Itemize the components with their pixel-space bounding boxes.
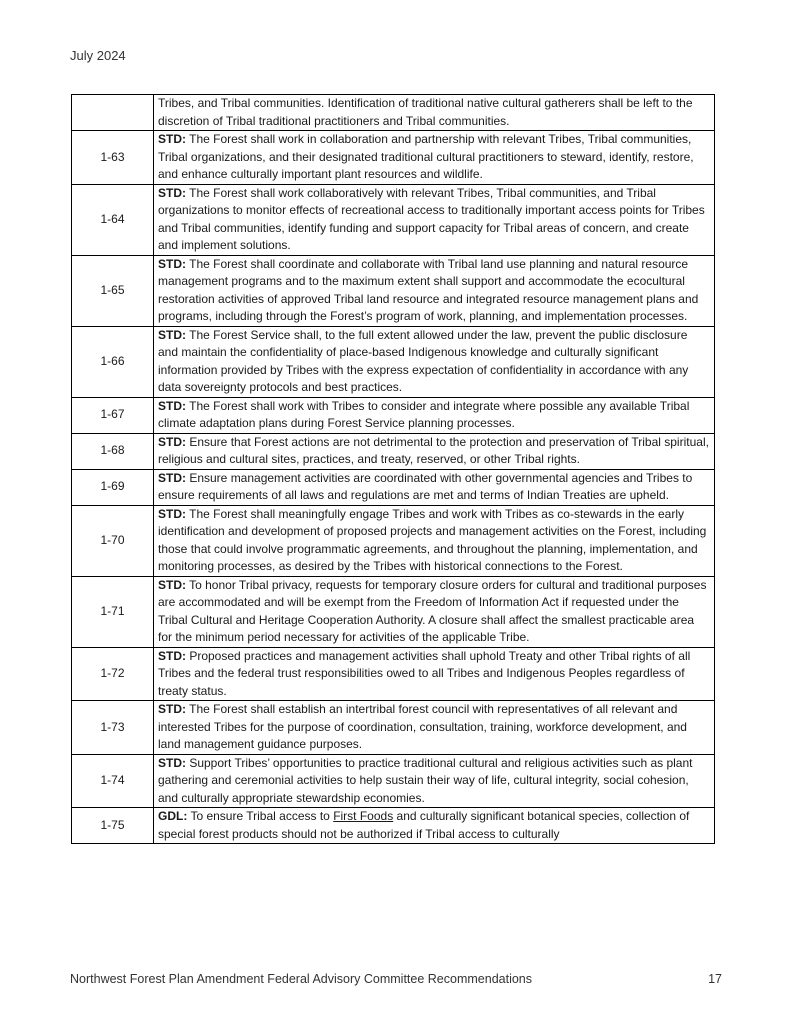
row-text: The Forest shall meaningfully engage Tribes and work with Tribes as co-stewards in the early identification and development of proposed projects and management activities on the Forest, including those that could involve programmatic agreements, and throughout the planning, implementation, and monitoring processes, as desired by the Tribes with historical connections to the Forest.	[158, 506, 707, 573]
row-text: Ensure that Forest actions are not detrimental to the protection and preservation of Tribal spiritual, religious and cultural sites, practices, and treaty, reserved, or other Tribal rights.	[158, 434, 709, 466]
row-id: 1-70	[72, 505, 154, 576]
row-id: 1-71	[72, 576, 154, 647]
row-text-cell	[154, 505, 715, 576]
row-text-cell	[154, 131, 715, 185]
table-row	[72, 808, 715, 844]
row-label: STD:	[158, 577, 186, 592]
row-id: 1-65	[72, 255, 154, 326]
table-row	[72, 469, 715, 505]
row-label: STD:	[158, 256, 186, 271]
row-text-cell	[154, 255, 715, 326]
row-text-cell	[154, 326, 715, 397]
row-text: Proposed practices and management activities shall uphold Treaty and other Tribal rights of all Tribes and the federal trust responsibilities owed to all Tribes and Indigenous Peoples regardless of treaty status.	[158, 648, 691, 698]
page-number: 17	[708, 972, 722, 986]
table-row	[72, 647, 715, 701]
row-id: 1-68	[72, 433, 154, 469]
row-text-cell	[154, 433, 715, 469]
row-text: The Forest Service shall, to the full extent allowed under the law, prevent the public disclosure and maintain the confidentiality of place-based Indigenous knowledge and culturally significant information provided by Tribes with the express expectation of confidentiality in accordance with any data sovereignty protocols and best practices.	[158, 327, 689, 394]
row-label: STD:	[158, 702, 186, 716]
row-text-cell	[154, 808, 715, 844]
row-id: 1-73	[72, 701, 154, 755]
table-row	[72, 326, 715, 397]
table-row	[72, 505, 715, 576]
table-row	[72, 131, 715, 185]
row-label: GDL:	[158, 809, 188, 823]
row-label: STD:	[158, 398, 186, 413]
row-text: The Forest shall work collaboratively with relevant Tribes, Tribal communities, and Tribal organizations to monitor effects of recreational access to traditionally important access points for Tribes and Tribal communities, identify funding and support capacity for Tribal areas of concern, and create and implement solutions.	[158, 185, 705, 252]
row-id: 1-72	[72, 647, 154, 701]
table-row	[72, 433, 715, 469]
row-id: 1-64	[72, 184, 154, 255]
row-id: 1-74	[72, 754, 154, 808]
row-text-cell	[154, 184, 715, 255]
row-text-cell	[154, 647, 715, 701]
footer-title: Northwest Forest Plan Amendment Federal Advisory Committee Recommendations	[70, 972, 532, 986]
row-text: The Forest shall establish an intertribal forest council with representatives of all relevant and interested Tribes for the purpose of coordination, consultation, training, workforce development, and land management guidance purposes.	[158, 702, 687, 751]
row-text: and culturally significant botanical species, collection of special forest products should not be authorized if Tribal access to culturally	[158, 809, 690, 841]
row-id	[72, 95, 154, 131]
row-label: STD:	[158, 755, 186, 770]
row-text: To honor Tribal privacy, requests for temporary closure orders for cultural and traditional purposes are accommodated and will be exempt from the Freedom of Information Act if requested under the Tribal Cultural and Heritage Cooperation Authority. A closure shall affect the smallest practicable area for the minimum period necessary for activities of the applicable Tribe.	[158, 577, 707, 644]
row-id: 1-67	[72, 397, 154, 433]
row-text: The Forest shall coordinate and collaborate with Tribal land use planning and natural resource management programs and to the maximum extent shall support and accommodate the ecocultural restoration activities of approved Tribal land resource and integrated resource management plans and programs, including through the Forest’s program of work, planning, and implementation processes.	[158, 256, 699, 323]
table-row	[72, 754, 715, 808]
table-row	[72, 397, 715, 433]
table-row	[72, 255, 715, 326]
row-id: 1-63	[72, 131, 154, 185]
row-text-cell	[154, 701, 715, 755]
header-date: July 2024	[70, 48, 126, 63]
row-text: The Forest shall work in collaboration and partnership with relevant Tribes, Tribal communities, Tribal organizations, and their designated traditional cultural practitioners to steward, identify, restore, and enhance culturally important plant resources and wildlife.	[158, 132, 694, 181]
table-row	[72, 95, 715, 131]
row-text-cell	[154, 95, 715, 131]
row-text: Tribes, and Tribal communities. Identification of traditional native cultural gatherers shall be left to the discretion of Tribal traditional practitioners and Tribal communities.	[158, 96, 693, 128]
row-id: 1-75	[72, 808, 154, 844]
table-row	[72, 184, 715, 255]
table-row	[72, 576, 715, 647]
row-text: Ensure management activities are coordinated with other governmental agencies and Tribes to ensure requirements of all laws and regulations are met and terms of Indian Treaties are upheld.	[158, 470, 693, 502]
first-foods-term: First Foods	[333, 809, 394, 823]
row-label: STD:	[158, 470, 186, 485]
row-text-cell	[154, 469, 715, 505]
row-label: STD:	[158, 327, 186, 342]
standards-table	[71, 94, 715, 844]
row-label: STD:	[158, 648, 186, 663]
row-text: The Forest shall work with Tribes to consider and integrate where possible any available Tribal climate adaptation plans during Forest Service planning processes.	[158, 398, 690, 430]
row-text: To ensure Tribal access to	[187, 809, 334, 823]
row-id: 1-66	[72, 326, 154, 397]
row-text-cell	[154, 754, 715, 808]
row-text: Support Tribes’ opportunities to practice traditional cultural and religious activities such as plant gathering and ceremonial activities to help sustain their way of life, cultural integrity, social cohesion, and culturally appropriate stewardship economies.	[158, 755, 693, 805]
row-id: 1-69	[72, 469, 154, 505]
row-label: STD:	[158, 132, 186, 146]
row-label: STD:	[158, 506, 186, 521]
row-text-cell	[154, 397, 715, 433]
row-label: STD:	[158, 185, 186, 200]
row-label: STD:	[158, 434, 186, 449]
row-text-cell	[154, 576, 715, 647]
table-row	[72, 701, 715, 755]
